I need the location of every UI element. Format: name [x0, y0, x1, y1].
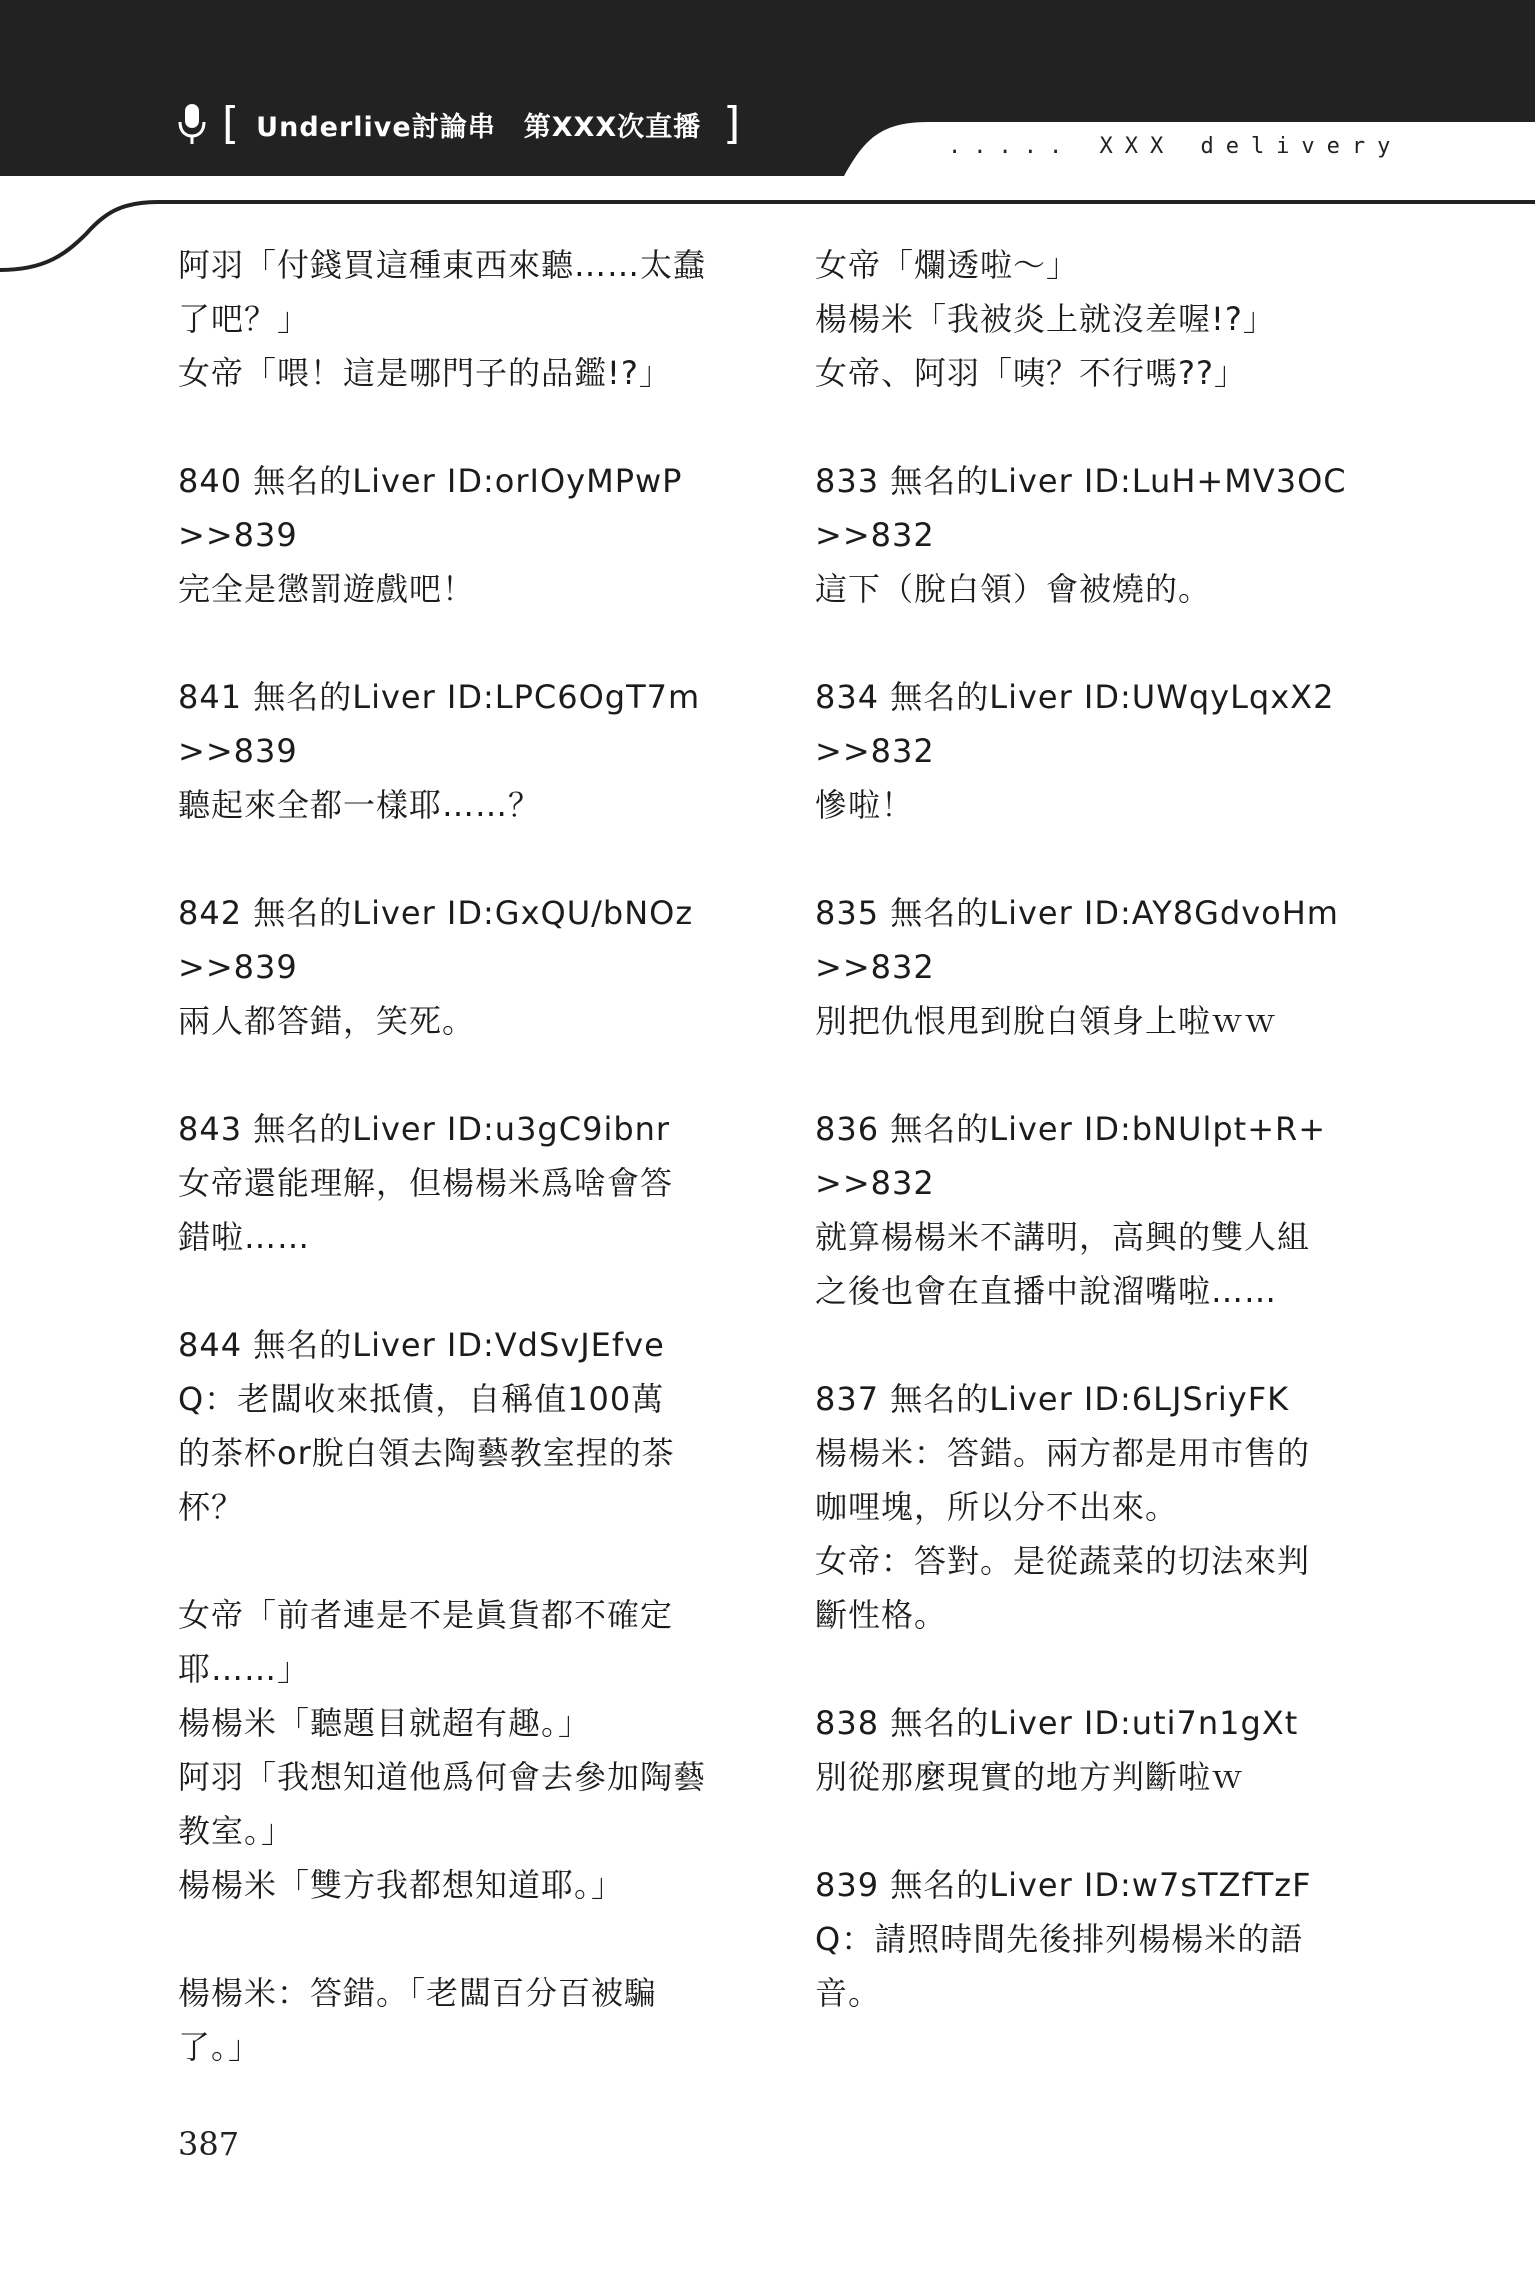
text-line: >>839: [178, 516, 298, 554]
text-line: 女帝：答對。是從蔬菜的切法來判: [815, 1542, 1311, 1580]
text-line: 別把仇恨甩到脫白領身上啦ｗｗ: [815, 1002, 1278, 1040]
text-line: 838 無名的Liver ID:uti7n1gXt: [815, 1704, 1299, 1742]
text-line: 音。: [815, 1974, 882, 2012]
text-line: 843 無名的Liver ID:u3gC9ibnr: [178, 1110, 671, 1148]
post-block: [815, 1372, 1355, 1642]
text-line: 聽起來全都一樣耶……？: [178, 786, 542, 824]
left-column: [178, 238, 718, 2128]
text-line: 別從那麼現實的地方判斷啦ｗ: [815, 1758, 1245, 1796]
post-block: [178, 1966, 718, 2074]
header-bracket-left: [: [222, 98, 241, 149]
header-bracket-right: ]: [723, 98, 742, 149]
post-block: [178, 1102, 718, 1264]
page-number: 387: [178, 2125, 240, 2163]
text-line: 的茶杯or脫白領去陶藝教室捏的茶: [178, 1434, 675, 1472]
text-line: 楊楊米「我被炎上就沒差喔!?」: [815, 300, 1276, 338]
text-line: 兩人都答錯，笑死。: [178, 1002, 476, 1040]
text-line: 女帝「前者連是不是眞貨都不確定: [178, 1596, 674, 1634]
text-line: 841 無名的Liver ID:LPC6OgT7m: [178, 678, 701, 716]
text-line: 女帝還能理解，但楊楊米爲啥會答: [178, 1164, 674, 1202]
text-line: >>832: [815, 1164, 935, 1202]
text-line: Q：請照時間先後排列楊楊米的語: [815, 1920, 1304, 1958]
post-block: [178, 670, 718, 832]
text-line: 楊楊米：答錯。兩方都是用市售的: [815, 1434, 1311, 1472]
text-line: 女帝「喂！這是哪門子的品鑑!?」: [178, 354, 672, 392]
text-line: 教室。」: [178, 1812, 295, 1850]
text-line: 842 無名的Liver ID:GxQU/bNOz: [178, 894, 694, 932]
text-line: 女帝、阿羽「咦？不行嗎??」: [815, 354, 1247, 392]
delivery-label: ..... XXX delivery: [948, 134, 1403, 159]
text-line: 咖哩塊，所以分不出來。: [815, 1488, 1179, 1526]
text-line: 839 無名的Liver ID:w7sTZfTzF: [815, 1866, 1312, 1904]
text-line: 楊楊米：答錯。「老闆百分百被騙: [178, 1974, 658, 2012]
episode-title: 第XXX次直播: [523, 111, 702, 143]
text-line: 耶……」: [178, 1650, 311, 1688]
text-line: 844 無名的Liver ID:VdSvJEfve: [178, 1326, 665, 1364]
text-line: 837 無名的Liver ID:6LJSriyFK: [815, 1380, 1290, 1418]
post-block: [815, 1102, 1355, 1318]
post-block: [178, 886, 718, 1048]
text-line: 完全是懲罰遊戲吧！: [178, 570, 476, 608]
post-block: [815, 1858, 1355, 2020]
text-line: 了。」: [178, 2028, 262, 2066]
text-line: 之後也會在直播中說溜嘴啦……: [815, 1272, 1278, 1310]
text-line: Q：老闆收來抵債，自稱值100萬: [178, 1380, 665, 1418]
text-line: 阿羽「我想知道他爲何會去參加陶藝: [178, 1758, 707, 1796]
text-line: 杯？: [178, 1488, 245, 1526]
post-block: [815, 238, 1355, 400]
post-block: [178, 238, 718, 400]
text-line: 833 無名的Liver ID:LuH+MV3OC: [815, 462, 1347, 500]
text-line: 慘啦！: [815, 786, 915, 824]
text-line: >>832: [815, 516, 935, 554]
text-line: 840 無名的Liver ID:orIOyMPwP: [178, 462, 683, 500]
series-title: Underlive討論串: [256, 111, 496, 143]
text-line: >>832: [815, 948, 935, 986]
text-line: 錯啦……: [178, 1218, 311, 1256]
right-column: [815, 238, 1355, 2074]
post-block: [178, 1318, 718, 1534]
text-line: 楊楊米「雙方我都想知道耶。」: [178, 1866, 625, 1904]
text-line: 835 無名的Liver ID:AY8GdvoHm: [815, 894, 1339, 932]
text-line: 斷性格。: [815, 1596, 948, 1634]
text-line: >>832: [815, 732, 935, 770]
text-line: 了吧？」: [178, 300, 311, 338]
post-block: [815, 454, 1355, 616]
text-line: 834 無名的Liver ID:UWqyLqxX2: [815, 678, 1335, 716]
text-line: >>839: [178, 732, 298, 770]
post-block: [178, 454, 718, 616]
text-line: 836 無名的Liver ID:bNUlpt+R+: [815, 1110, 1327, 1148]
text-line: 楊楊米「聽題目就超有趣。」: [178, 1704, 592, 1742]
post-block: [178, 1588, 718, 1912]
text-line: 阿羽「付錢買這種東西來聽……太蠢: [178, 246, 707, 284]
text-line: >>839: [178, 948, 298, 986]
text-line: 就算楊楊米不講明，高興的雙人組: [815, 1218, 1311, 1256]
post-block: [815, 670, 1355, 832]
text-line: 女帝「爛透啦～」: [815, 246, 1080, 284]
post-block: [815, 1696, 1355, 1804]
text-line: 這下（脫白領）會被燒的。: [815, 570, 1212, 608]
running-header: [176, 98, 742, 149]
post-block: [815, 886, 1355, 1048]
microphone-icon: [176, 102, 208, 146]
